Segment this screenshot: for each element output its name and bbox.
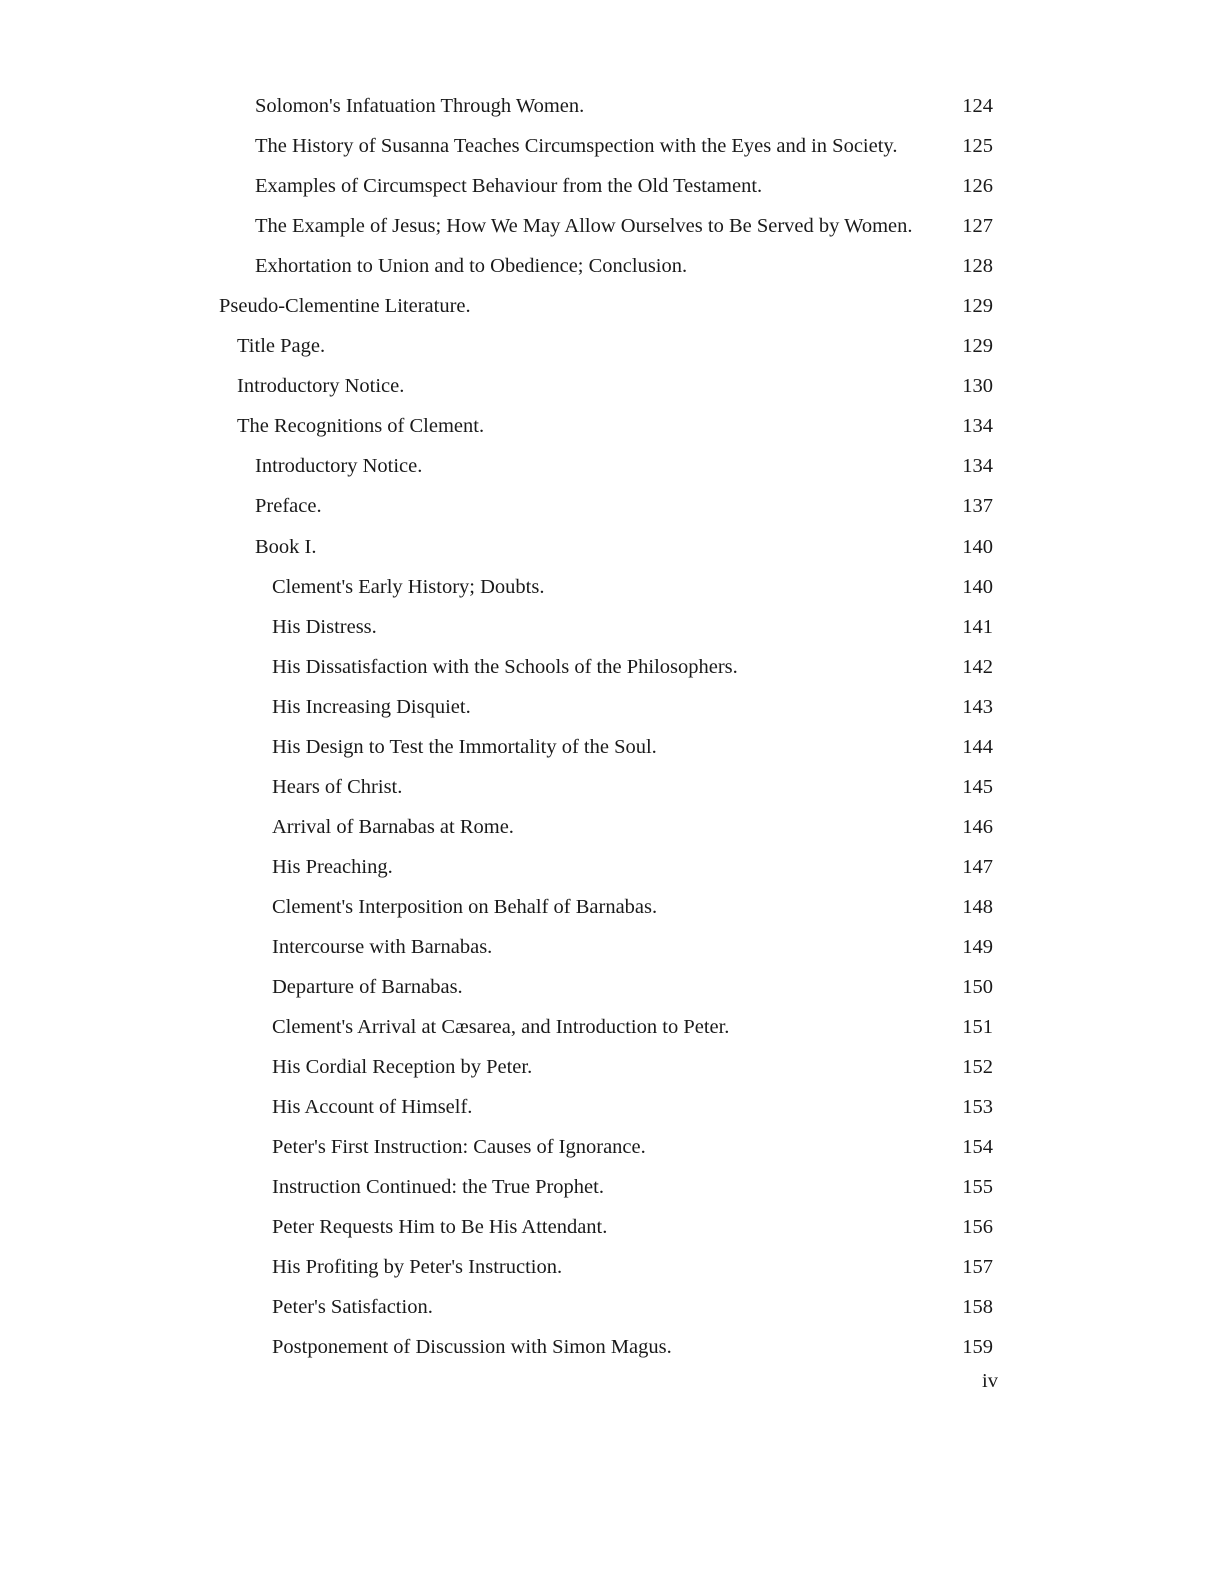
toc-entry-page: 127	[962, 215, 993, 238]
toc-entry-page: 125	[962, 135, 993, 158]
toc-entry[interactable]	[0, 647, 1224, 687]
toc-entry-title[interactable]: The Example of Jesus; How We May Allow Ourselves to Be Served by Women.	[255, 215, 913, 238]
toc-entry-page: 140	[962, 535, 993, 558]
toc-entry-title[interactable]: Introductory Notice.	[237, 375, 405, 398]
toc-entry-page: 154	[962, 1136, 993, 1159]
toc-entry[interactable]	[0, 1127, 1224, 1167]
toc-entry[interactable]	[0, 1287, 1224, 1327]
toc-entry[interactable]	[0, 1247, 1224, 1287]
toc-entry-title[interactable]: Pseudo-Clementine Literature.	[219, 295, 471, 318]
toc-entry-page: 150	[962, 976, 993, 999]
toc-entry-title[interactable]: Title Page.	[237, 335, 326, 358]
toc-entry[interactable]	[0, 326, 1224, 366]
toc-entry-page: 158	[962, 1296, 993, 1319]
toc-entry[interactable]	[0, 527, 1224, 567]
toc-entry-title[interactable]: His Preaching.	[272, 855, 393, 878]
toc-entry-title[interactable]: Arrival of Barnabas at Rome.	[272, 815, 514, 838]
toc-entry-page: 157	[962, 1256, 993, 1279]
toc-entry-page: 152	[962, 1056, 993, 1079]
toc-entry[interactable]	[0, 847, 1224, 887]
toc-entry[interactable]	[0, 86, 1224, 126]
toc-entry-title[interactable]: His Account of Himself.	[272, 1096, 473, 1119]
toc-entry[interactable]	[0, 1207, 1224, 1247]
toc-entry[interactable]	[0, 727, 1224, 767]
toc-entry-title[interactable]: His Profiting by Peter's Instruction.	[272, 1256, 563, 1279]
toc-entry-page: 141	[962, 615, 993, 638]
toc-entry-page: 144	[962, 735, 993, 758]
toc-entry-page: 147	[962, 855, 993, 878]
toc-entry-title[interactable]: Hears of Christ.	[272, 775, 403, 798]
toc-entry-title[interactable]: Solomon's Infatuation Through Women.	[255, 95, 585, 117]
toc-entry-title[interactable]: His Dissatisfaction with the Schools of the Philosophers.	[272, 655, 738, 678]
toc-entry-title[interactable]: Peter Requests Him to Be His Attendant.	[272, 1216, 608, 1239]
toc-entry[interactable]	[0, 446, 1224, 486]
toc-entry-title[interactable]: His Design to Test the Immortality of the Soul.	[272, 735, 657, 758]
toc-entry[interactable]	[0, 366, 1224, 406]
toc-entry-title[interactable]: The Recognitions of Clement.	[237, 415, 485, 438]
toc-entry-page: 134	[962, 415, 993, 438]
toc-entry-page: 143	[962, 695, 993, 718]
toc-entry-title[interactable]: Introductory Notice.	[255, 455, 423, 478]
toc-entry-title[interactable]: His Distress.	[272, 615, 377, 638]
toc-entry-page: 140	[962, 575, 993, 598]
toc-entry-title[interactable]: Clement's Early History; Doubts.	[272, 575, 545, 598]
toc-entry[interactable]	[0, 126, 1224, 166]
toc-entry-page: 151	[962, 1016, 993, 1039]
toc-entry-title[interactable]: Departure of Barnabas.	[272, 976, 463, 999]
toc-entry[interactable]	[0, 887, 1224, 927]
table-of-contents	[0, 86, 1224, 1368]
toc-entry-page: 142	[962, 655, 993, 678]
toc-entry[interactable]	[0, 687, 1224, 727]
toc-entry-page: 145	[962, 775, 993, 798]
toc-entry-page: 124	[962, 95, 993, 117]
toc-entry[interactable]	[0, 246, 1224, 286]
toc-entry-page: 129	[962, 335, 993, 358]
toc-entry[interactable]	[0, 927, 1224, 967]
toc-entry-title[interactable]: Peter's First Instruction: Causes of Ignorance.	[272, 1136, 646, 1159]
toc-entry-title[interactable]: Postponement of Discussion with Simon Magus.	[272, 1336, 672, 1359]
toc-entry-page: 129	[962, 295, 993, 318]
toc-entry-title[interactable]: Intercourse with Barnabas.	[272, 935, 493, 958]
toc-entry[interactable]	[0, 166, 1224, 206]
page-number: iv	[982, 1370, 998, 1392]
toc-entry-title[interactable]: Peter's Satisfaction.	[272, 1296, 433, 1319]
toc-entry[interactable]	[0, 1087, 1224, 1127]
toc-entry[interactable]	[0, 1047, 1224, 1087]
toc-entry-page: 159	[962, 1336, 993, 1359]
toc-entry-page: 126	[962, 175, 993, 198]
toc-entry-page: 153	[962, 1096, 993, 1119]
toc-entry-title[interactable]: Clement's Arrival at Cæsarea, and Introduction to Peter.	[272, 1016, 730, 1039]
toc-entry[interactable]	[0, 1167, 1224, 1207]
toc-entry-title[interactable]: Preface.	[255, 495, 322, 518]
toc-entry[interactable]	[0, 1007, 1224, 1047]
toc-entry[interactable]	[0, 607, 1224, 647]
toc-entry-title[interactable]: Exhortation to Union and to Obedience; Conclusion.	[255, 255, 688, 278]
toc-entry-page: 134	[962, 455, 993, 478]
toc-entry-page: 130	[962, 375, 993, 398]
toc-entry-page: 148	[962, 895, 993, 918]
toc-entry-title[interactable]: Book I.	[255, 535, 317, 558]
toc-entry[interactable]	[0, 567, 1224, 607]
toc-entry-page: 149	[962, 935, 993, 958]
toc-entry-title[interactable]: His Increasing Disquiet.	[272, 695, 471, 718]
toc-entry[interactable]	[0, 967, 1224, 1007]
toc-entry-page: 137	[962, 495, 993, 518]
toc-entry-page: 155	[962, 1176, 993, 1199]
toc-entry[interactable]	[0, 1327, 1224, 1367]
toc-entry-page: 156	[962, 1216, 993, 1239]
toc-entry-title[interactable]: Instruction Continued: the True Prophet.	[272, 1176, 604, 1199]
toc-entry[interactable]	[0, 406, 1224, 446]
toc-entry[interactable]	[0, 286, 1224, 326]
toc-entry-page: 128	[962, 255, 993, 278]
toc-entry[interactable]	[0, 807, 1224, 847]
toc-entry-title[interactable]: The History of Susanna Teaches Circumspection with the Eyes and in Society.	[255, 135, 898, 158]
toc-entry-title[interactable]: Examples of Circumspect Behaviour from the Old Testament.	[255, 175, 763, 198]
toc-entry[interactable]	[0, 486, 1224, 526]
toc-entry-page: 146	[962, 815, 993, 838]
toc-entry-title[interactable]: Clement's Interposition on Behalf of Barnabas.	[272, 895, 658, 918]
toc-entry[interactable]	[0, 767, 1224, 807]
toc-entry[interactable]	[0, 206, 1224, 246]
toc-entry-title[interactable]: His Cordial Reception by Peter.	[272, 1056, 533, 1079]
